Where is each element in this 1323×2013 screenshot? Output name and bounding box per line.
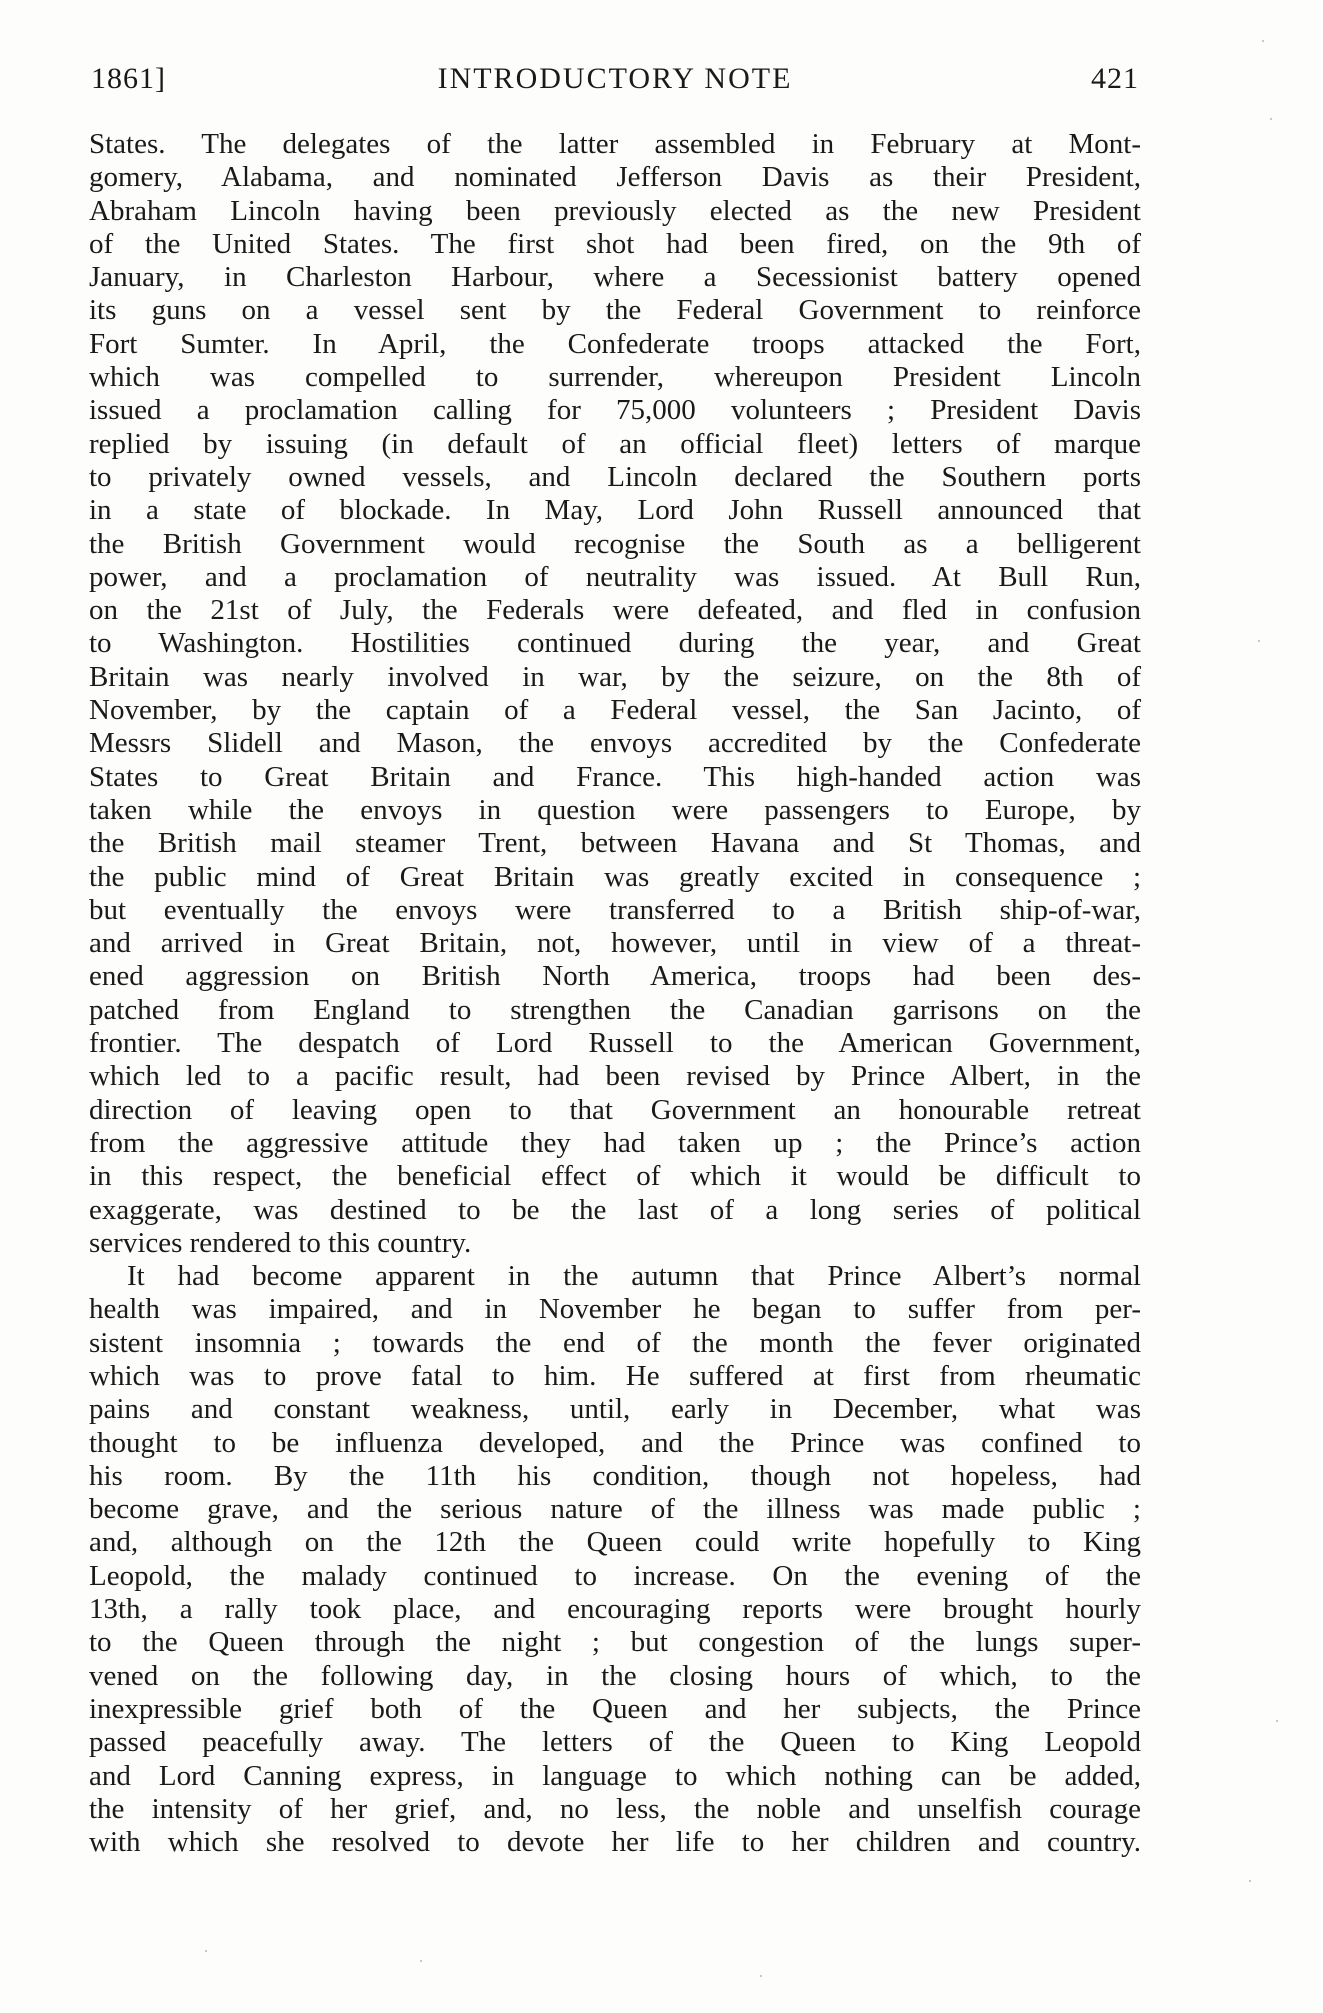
- text-line: frontier. The despatch of Lord Russell to the American Government,: [89, 1027, 1141, 1060]
- body-text: [89, 128, 1141, 1859]
- text-line: and arrived in Great Britain, not, however, until in view of a threat-: [89, 927, 1141, 960]
- text-line: the intensity of her grief, and, no less, the noble and unselfish courage: [89, 1792, 1141, 1825]
- print-speck: [760, 1975, 762, 1977]
- print-speck: [1276, 1720, 1278, 1722]
- text-line: become grave, and the serious nature of the illness was made public ;: [89, 1493, 1141, 1526]
- text-line: pains and constant weakness, until, early in December, what was: [89, 1393, 1141, 1426]
- text-line: services rendered to this country.: [89, 1226, 472, 1259]
- text-line: taken while the envoys in question were passengers to Europe, by: [89, 793, 1141, 826]
- text-line: its guns on a vessel sent by the Federal Government to reinforce: [89, 294, 1141, 327]
- print-speck: [1262, 40, 1264, 42]
- text-line: Fort Sumter. In April, the Confederate troops attacked the Fort,: [89, 327, 1141, 360]
- text-line: ened aggression on British North America, troops had been des-: [89, 960, 1141, 993]
- text-line: gomery, Alabama, and nominated Jefferson Davis as their President,: [89, 161, 1141, 194]
- running-head: [91, 62, 1139, 102]
- text-line: States to Great Britain and France. This high-handed action was: [89, 760, 1141, 793]
- text-line: which was to prove fatal to him. He suffered at first from rheumatic: [89, 1359, 1141, 1392]
- text-line: States. The delegates of the latter assembled in February at Mont-: [89, 128, 1141, 160]
- text-line: vened on the following day, in the closing hours of which, to the: [89, 1659, 1141, 1692]
- text-line: and Lord Canning express, in language to which nothing can be added,: [89, 1759, 1141, 1792]
- print-speck: [1270, 118, 1272, 120]
- text-line: issued a proclamation calling for 75,000 volunteers ; President Davis: [89, 394, 1141, 427]
- print-speck: [205, 1950, 207, 1952]
- text-line: 13th, a rally took place, and encouraging reports were brought hourly: [89, 1593, 1141, 1626]
- text-line: which led to a pacific result, had been revised by Prince Albert, in the: [89, 1060, 1141, 1093]
- text-line: to Washington. Hostilities continued during the year, and Great: [89, 627, 1141, 660]
- print-speck: [420, 1960, 422, 1962]
- text-line: direction of leaving open to that Government an honourable retreat: [89, 1093, 1141, 1126]
- text-line: but eventually the envoys were transferred to a British ship-of-war,: [89, 893, 1141, 926]
- text-line: which was compelled to surrender, whereupon President Lincoln: [89, 361, 1141, 394]
- page-number: 421: [1091, 62, 1139, 95]
- text-line: on the 21st of July, the Federals were defeated, and fled in confusion: [89, 594, 1141, 627]
- text-line: Leopold, the malady continued to increase. On the evening of the: [89, 1559, 1141, 1592]
- text-line: of the United States. The first shot had been fired, on the 9th of: [89, 227, 1141, 260]
- text-line: power, and a proclamation of neutrality was issued. At Bull Run,: [89, 560, 1141, 593]
- text-line: with which she resolved to devote her life to her children and country.: [89, 1826, 1141, 1859]
- text-line: November, by the captain of a Federal vessel, the San Jacinto, of: [89, 694, 1141, 727]
- text-line: Britain was nearly involved in war, by the seizure, on the 8th of: [89, 660, 1141, 693]
- text-line: and, although on the 12th the Queen could write hopefully to King: [89, 1526, 1141, 1559]
- print-speck: [1249, 1880, 1251, 1882]
- text-line: in a state of blockade. In May, Lord John Russell announced that: [89, 494, 1141, 527]
- text-line: passed peacefully away. The letters of the Queen to King Leopold: [89, 1726, 1141, 1759]
- text-line: the British mail steamer Trent, between Havana and St Thomas, and: [89, 827, 1141, 860]
- text-line: exaggerate, was destined to be the last of a long series of political: [89, 1193, 1141, 1226]
- text-line: from the aggressive attitude they had taken up ; the Prince’s action: [89, 1126, 1141, 1159]
- text-line: thought to be influenza developed, and the Prince was confined to: [89, 1426, 1141, 1459]
- text-line: health was impaired, and in November he began to suffer from per-: [89, 1293, 1141, 1326]
- text-line: the public mind of Great Britain was greatly excited in consequence ;: [89, 860, 1141, 893]
- text-line: It had become apparent in the autumn that Prince Albert’s normal: [127, 1260, 1141, 1293]
- text-line: sistent insomnia ; towards the end of the month the fever originated: [89, 1326, 1141, 1359]
- text-line: the British Government would recognise the South as a belligerent: [89, 527, 1141, 560]
- text-line: in this respect, the beneficial effect of which it would be difficult to: [89, 1160, 1141, 1193]
- text-line: his room. By the 11th his condition, though not hopeless, had: [89, 1459, 1141, 1492]
- text-line: January, in Charleston Harbour, where a Secessionist battery opened: [89, 261, 1141, 294]
- running-head-title: INTRODUCTORY NOTE: [437, 62, 793, 95]
- text-line: replied by issuing (in default of an official fleet) letters of marque: [89, 427, 1141, 460]
- text-line: inexpressible grief both of the Queen and her subjects, the Prince: [89, 1692, 1141, 1725]
- text-line: to privately owned vessels, and Lincoln declared the Southern ports: [89, 460, 1141, 493]
- text-line: Messrs Slidell and Mason, the envoys accredited by the Confederate: [89, 727, 1141, 760]
- text-line: patched from England to strengthen the Canadian garrisons on the: [89, 993, 1141, 1026]
- text-line: to the Queen through the night ; but congestion of the lungs super-: [89, 1626, 1141, 1659]
- text-line: Abraham Lincoln having been previously elected as the new President: [89, 194, 1141, 227]
- print-speck: [1258, 640, 1260, 642]
- running-head-year: 1861]: [91, 62, 166, 95]
